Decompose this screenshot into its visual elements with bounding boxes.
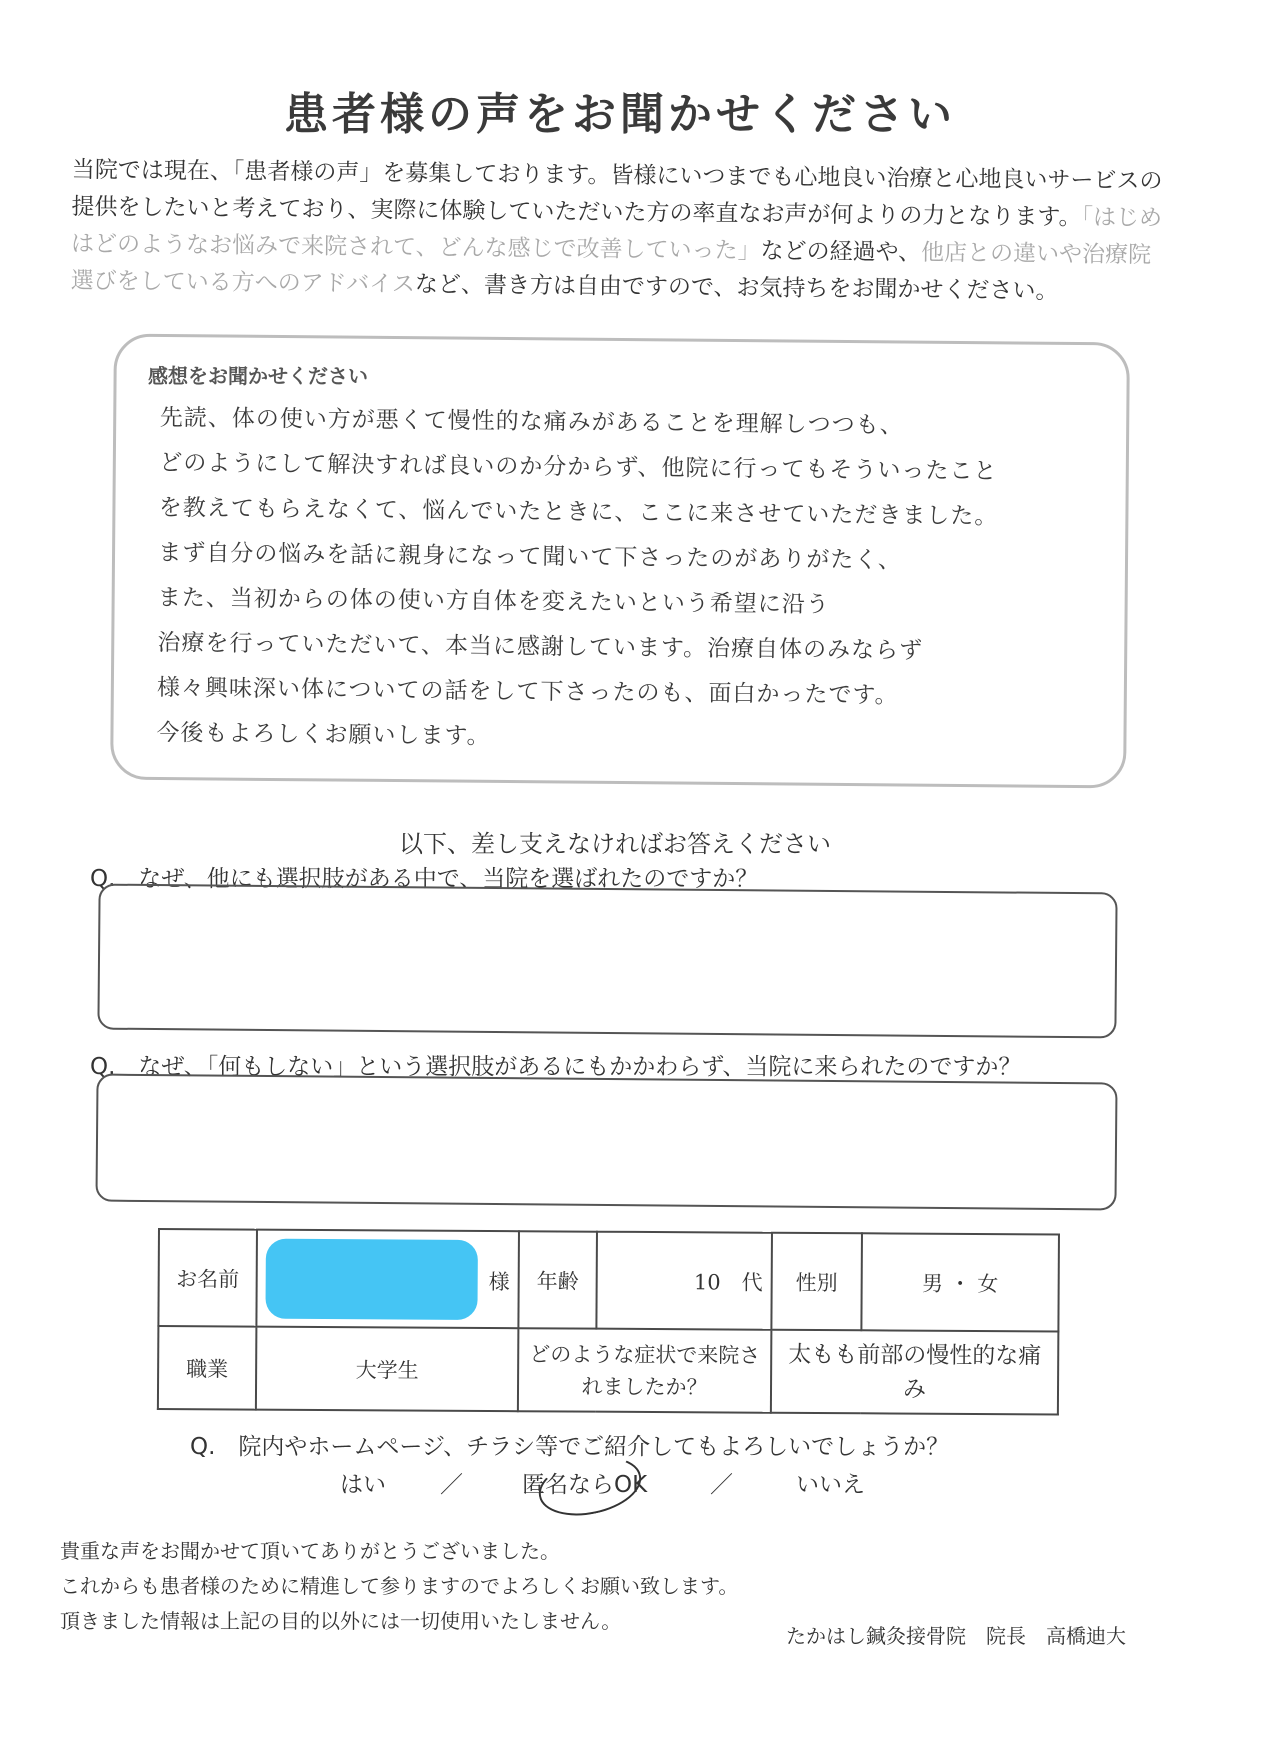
clinic-signature: たかはし鍼灸接骨院 院長 高橋迪大 bbox=[786, 1624, 1126, 1648]
age-value[interactable]: 10 代 bbox=[596, 1232, 772, 1330]
handwritten-line: 治療を行っていただいて、本当に感謝しています。治療自体のみならず bbox=[157, 629, 924, 665]
handwritten-line: まず自分の悩みを話に親身になって聞いて下さったのがありがたく、 bbox=[158, 539, 902, 574]
closing-message bbox=[60, 1534, 738, 1639]
intro-paragraph bbox=[70, 152, 1171, 312]
handwritten-line: を教えてもらえなくて、悩んでいたときに、ここに来させていただきました。 bbox=[158, 494, 999, 530]
intro-example-1: 「はじめはどのようなお悩みで来院されて、どんな感じで改善していった」 bbox=[70, 204, 1163, 265]
redacted-name bbox=[265, 1238, 477, 1319]
intro-text-3: など、書き方は自由ですので、お気持ちをお聞かせください。 bbox=[414, 271, 1059, 305]
optional-heading: 以下、差し支えなければお答えください bbox=[399, 830, 831, 858]
handwritten-line: 先読、体の使い方が悪くて慢性的な痛みがあることを理解しつつも、 bbox=[159, 404, 904, 439]
intro-text-1: 当院では現在、「患者様の声」を募集しております。皆様にいつまでも心地良い治療と心地良いサービスの提供をしたいと考えており、実際に体験していただいた方の率直なお声が何よりの力となります。 bbox=[71, 156, 1163, 231]
choice-separator: ／ bbox=[440, 1472, 463, 1498]
closing-line: 頂きました情報は上記の目的以外には一切使用いたしません。 bbox=[60, 1609, 622, 1633]
answer-box-2[interactable] bbox=[95, 1074, 1117, 1211]
name-suffix: 様 bbox=[488, 1270, 510, 1295]
symptom-value[interactable]: 太もも前部の慢性的な痛み bbox=[771, 1330, 1059, 1415]
impressions-label: 感想をお聞かせください bbox=[148, 364, 368, 388]
handwritten-line: 様々興味深い体についての話をして下さったのも、面白かったです。 bbox=[156, 674, 899, 709]
patient-info-table bbox=[157, 1228, 1060, 1416]
choice-separator: ／ bbox=[710, 1472, 733, 1498]
question-2: Q. なぜ、「何もしない」という選択肢があるにもかかわらず、当院に来られたのですか？ bbox=[90, 1054, 1022, 1080]
impressions-handwritten-text bbox=[156, 396, 1090, 766]
job-label: 職業 bbox=[158, 1326, 257, 1410]
intro-text-2: などの経過や、 bbox=[760, 238, 922, 266]
question-1: Q. なぜ、他にも選択肢がある中で、当院を選ばれたのですか？ bbox=[90, 866, 759, 892]
choice-anonymous-ok[interactable]: 匿名ならOK bbox=[522, 1472, 648, 1498]
intro-example-2: 他店との違いや治療院選びをしている方へのアドバイス bbox=[70, 239, 1152, 298]
handwritten-line: 今後もよろしくお願いします。 bbox=[156, 719, 491, 750]
symptom-label: どのような症状で来院されましたか？ bbox=[518, 1328, 772, 1412]
name-field[interactable] bbox=[256, 1230, 519, 1329]
page-title: 患者様の声をお聞かせください bbox=[284, 89, 956, 140]
name-label: お名前 bbox=[158, 1229, 257, 1327]
closing-line: 貴重な声をお聞かせて頂いてありがとうございました。 bbox=[60, 1539, 560, 1563]
age-label: 年齢 bbox=[518, 1231, 597, 1329]
job-value[interactable]: 大学生 bbox=[256, 1327, 519, 1412]
choice-yes[interactable]: はい bbox=[340, 1472, 386, 1498]
answer-box-1[interactable] bbox=[97, 884, 1117, 1039]
handwritten-line: また、当初からの体の使い方自体を変えたいという希望に沿う bbox=[157, 584, 830, 619]
gender-options[interactable]: 男 ・ 女 bbox=[861, 1233, 1059, 1331]
gender-label: 性別 bbox=[771, 1233, 862, 1331]
choice-no[interactable]: いいえ bbox=[796, 1472, 865, 1498]
question-3: Q. 院内やホームページ、チラシ等でご紹介してもよろしいでしょうか？ bbox=[190, 1434, 950, 1460]
handwritten-line: どのようにして解決すれば良いのか分からず、他院に行ってもそういったこと bbox=[159, 449, 998, 485]
closing-line: これからも患者様のために精進して参りますのでよろしくお願い致します。 bbox=[60, 1574, 739, 1598]
